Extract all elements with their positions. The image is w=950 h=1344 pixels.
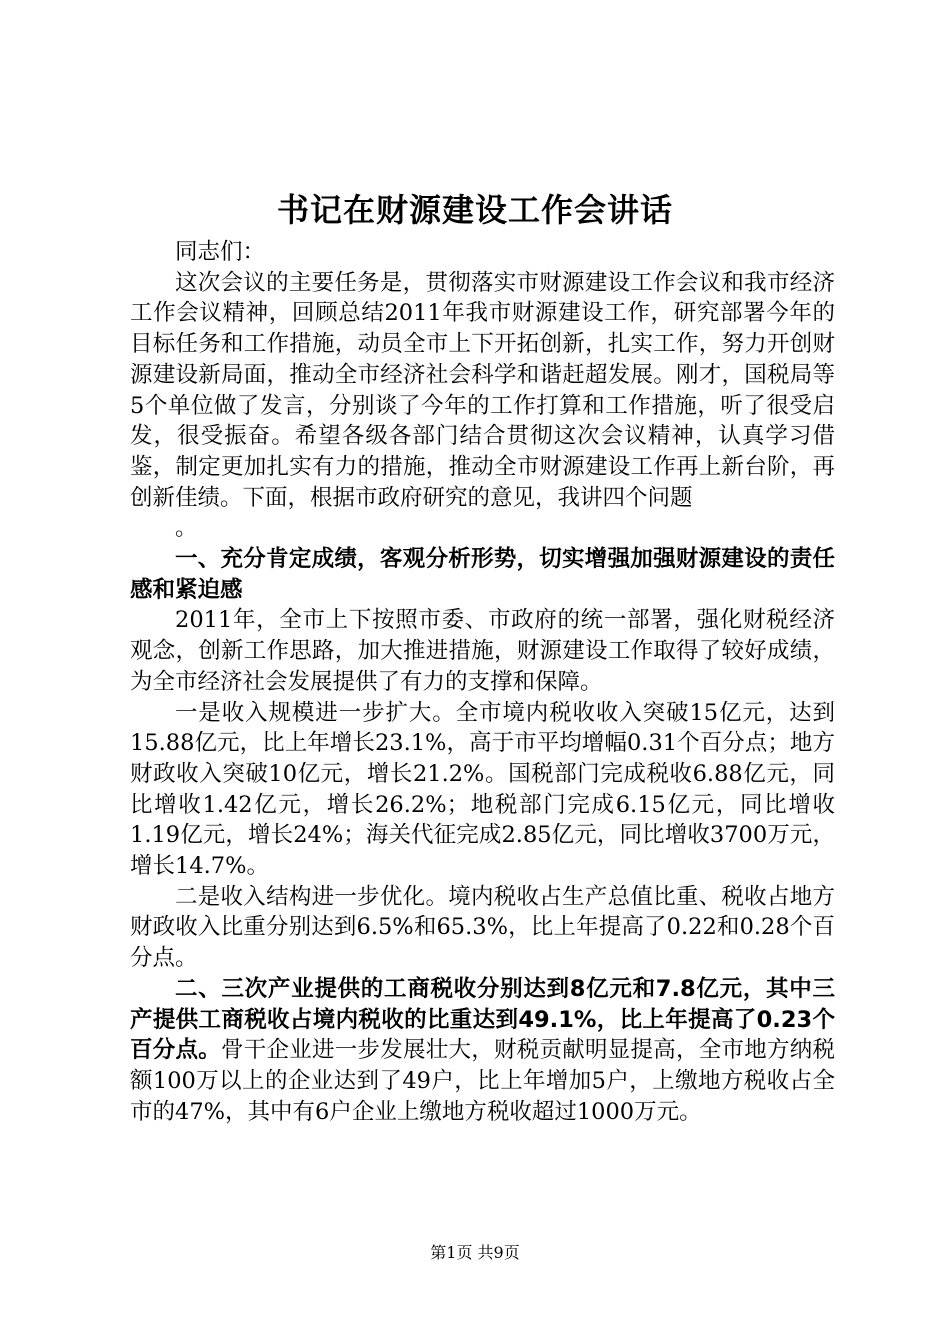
section-2-paragraph [130,974,835,1128]
section-1-paragraph-1: 2011年，全市上下按照市委、市政府的统一部署，强化财税经济观念，创新工作思路，加大推进措施，财源建设工作取得了较好成绩，为全市经济社会发展提供了有力的支撑和保障。 [130,607,835,695]
intro-paragraph: 这次会议的主要任务是，贯彻落实市财源建设工作会议和我市经济工作会议精神，回顾总结2011年我市财源建设工作，研究部署今年的目标任务和工作措施，动员全市上下开拓创新，扎实工作，努力开创财源建设新局面，推动全市经济社会科学和谐赶超发展。刚才，国税局等5个单位做了发言，分别谈了今年的工作打算和工作措施，听了很受启发，很受振奋。希望各级各部门结合贯彻这次会议精神，认真学习借鉴，制定更加扎实有力的措施，推动全市财源建设工作再上新台阶，再创新佳绩。下面，根据市政府研究的意见，我讲四个问题 [130,269,835,511]
salutation: 同志们： [175,239,266,265]
section-1-paragraph-3: 二是收入结构进一步优化。境内税收占生产总值比重、税收占地方财政收入比重分别达到6.5%和65.3%，比上年提高了0.22和0.28个百分点。 [130,883,835,972]
section-1-heading: 一、充分肯定成绩，客观分析形势，切实增强加强财源建设的责任感和紧迫感 [130,546,835,603]
section-1-paragraph-2: 一是收入规模进一步扩大。全市境内税收收入突破15亿元，达到15.88亿元，比上年增长23.1%，高于市平均增幅0.31个百分点；地方财政收入突破10亿元，增长21.2%。国税部门完成税收6.88亿元，同比增收1.42亿元，增长26.2%；地税部门完成6.15亿元，同比增收1.19亿元，增长24%；海关代征完成2.85亿元，同比增收3700万元，增长14.7%。 [130,699,835,880]
page-footer: 第1页 共9页 [430,1243,520,1262]
section-2-text: 骨干企业进一步发展壮大，财税贡献明显提高，全市地方纳税额100万以上的企业达到了49户，比上年增加5户，上缴地方税收占全市的47%，其中有6户企业上缴地方税收超过1000万元。 [130,1037,835,1125]
intro-ending: 。 [175,515,198,542]
document-title: 书记在财源建设工作会讲话 [276,191,673,229]
document-body [130,237,835,1127]
section-2-heading: 二、三次产业提供的工商税收分别达到8亿元和7.8亿元，其中三产提供工商税收占境内税收的比重达到49.1%，比上年提高了0.23个百分点。 [130,975,835,1064]
